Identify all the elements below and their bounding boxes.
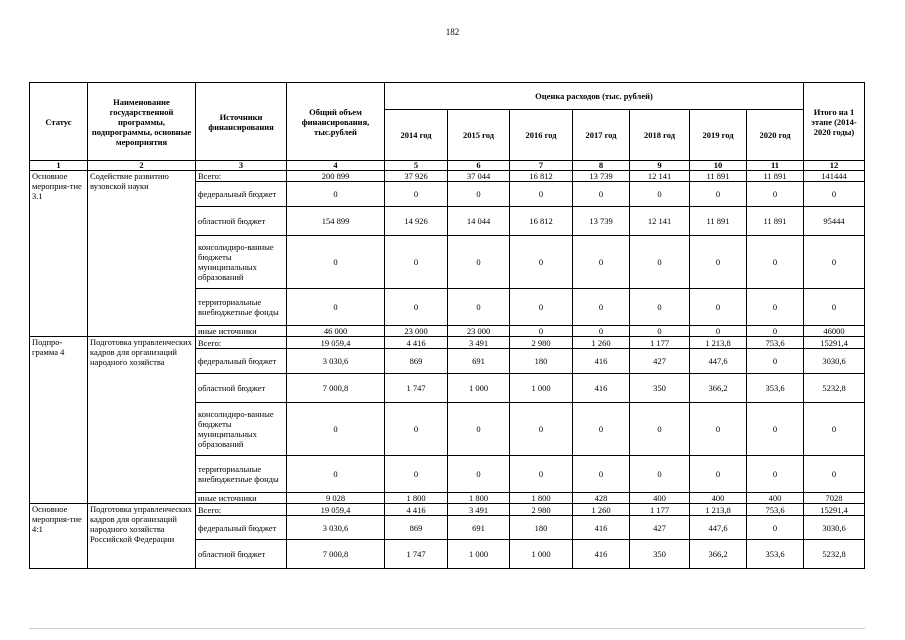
value-cell: 1 000 (448, 540, 510, 569)
value-cell: 9 028 (287, 493, 385, 504)
table-row (30, 337, 865, 349)
value-cell: 869 (385, 349, 448, 374)
value-cell: 180 (510, 516, 573, 540)
value-cell: 15291,4 (804, 337, 865, 349)
status-cell: Основное мероприя-тие 3.1 (30, 171, 88, 337)
value-cell: 0 (448, 456, 510, 493)
source-cell: областной бюджет (196, 374, 287, 403)
value-cell: 0 (385, 456, 448, 493)
value-cell: 0 (385, 182, 448, 207)
value-cell: 0 (690, 236, 747, 289)
header-year: 2018 год (630, 110, 690, 161)
column-number: 6 (448, 161, 510, 171)
financing-table (29, 82, 865, 569)
source-cell: Всего: (196, 504, 287, 516)
column-number: 4 (287, 161, 385, 171)
value-cell: 0 (573, 456, 630, 493)
value-cell: 2 980 (510, 337, 573, 349)
value-cell: 16 812 (510, 207, 573, 236)
value-cell: 0 (510, 326, 573, 337)
source-cell: федеральный бюджет (196, 349, 287, 374)
source-cell: консолидиро-ванные бюджеты муниципальных образований (196, 403, 287, 456)
table-row (30, 171, 865, 182)
value-cell: 37 926 (385, 171, 448, 182)
value-cell: 416 (573, 516, 630, 540)
value-cell: 1 000 (510, 540, 573, 569)
value-cell: 3030,6 (804, 516, 865, 540)
value-cell: 0 (630, 289, 690, 326)
value-cell: 180 (510, 349, 573, 374)
value-cell: 0 (510, 182, 573, 207)
value-cell: 11 891 (690, 171, 747, 182)
value-cell: 4 416 (385, 504, 448, 516)
value-cell: 14 044 (448, 207, 510, 236)
value-cell: 400 (747, 493, 804, 504)
value-cell: 0 (287, 182, 385, 207)
column-number: 12 (804, 161, 865, 171)
value-cell: 0 (690, 289, 747, 326)
value-cell: 14 926 (385, 207, 448, 236)
value-cell: 691 (448, 516, 510, 540)
value-cell: 0 (287, 289, 385, 326)
header-sources: Источники финансирования (196, 83, 287, 161)
value-cell: 0 (747, 516, 804, 540)
value-cell: 11 891 (747, 171, 804, 182)
value-cell: 23 000 (385, 326, 448, 337)
value-cell: 46 000 (287, 326, 385, 337)
program-name-cell: Подготовка управленческих кадров для организаций народного хозяйства Российской Федерации (88, 504, 196, 569)
value-cell: 0 (747, 326, 804, 337)
column-number: 9 (630, 161, 690, 171)
value-cell: 447,6 (690, 516, 747, 540)
value-cell: 0 (747, 456, 804, 493)
value-cell: 23 000 (448, 326, 510, 337)
program-name-cell: Содействие развитию вузовской науки (88, 171, 196, 337)
value-cell: 0 (690, 456, 747, 493)
value-cell: 0 (573, 236, 630, 289)
value-cell: 366,2 (690, 374, 747, 403)
column-number: 3 (196, 161, 287, 171)
value-cell: 0 (747, 403, 804, 456)
status-cell: Основное мероприя-тие 4:1 (30, 504, 88, 569)
value-cell: 416 (573, 540, 630, 569)
value-cell: 427 (630, 349, 690, 374)
value-cell: 7028 (804, 493, 865, 504)
value-cell: 46000 (804, 326, 865, 337)
header-itogo: Итого на 1 этапе (2014-2020 годы) (804, 83, 865, 161)
value-cell: 1 800 (448, 493, 510, 504)
value-cell: 1 177 (630, 504, 690, 516)
column-number: 7 (510, 161, 573, 171)
value-cell: 0 (630, 326, 690, 337)
value-cell: 19 059,4 (287, 337, 385, 349)
value-cell: 0 (287, 403, 385, 456)
value-cell: 5232,8 (804, 374, 865, 403)
value-cell: 1 747 (385, 374, 448, 403)
value-cell: 3030,6 (804, 349, 865, 374)
value-cell: 0 (630, 182, 690, 207)
value-cell: 366,2 (690, 540, 747, 569)
source-cell: федеральный бюджет (196, 182, 287, 207)
header-year: 2017 год (573, 110, 630, 161)
value-cell: 1 177 (630, 337, 690, 349)
value-cell: 1 747 (385, 540, 448, 569)
value-cell: 0 (747, 289, 804, 326)
value-cell: 427 (630, 516, 690, 540)
value-cell: 1 800 (385, 493, 448, 504)
value-cell: 4 416 (385, 337, 448, 349)
table-row (30, 504, 865, 516)
value-cell: 0 (448, 403, 510, 456)
header-total-volume: Общий объем финансирования, тыс.рублей (287, 83, 385, 161)
column-number: 10 (690, 161, 747, 171)
value-cell: 0 (573, 182, 630, 207)
source-cell: иные источники (196, 326, 287, 337)
value-cell: 753,6 (747, 504, 804, 516)
value-cell: 0 (804, 236, 865, 289)
value-cell: 0 (630, 403, 690, 456)
value-cell: 0 (747, 349, 804, 374)
value-cell: 1 260 (573, 337, 630, 349)
value-cell: 3 030,6 (287, 349, 385, 374)
value-cell: 1 213,8 (690, 504, 747, 516)
value-cell: 16 812 (510, 171, 573, 182)
column-number: 8 (573, 161, 630, 171)
header-year: 2019 год (690, 110, 747, 161)
value-cell: 5232,8 (804, 540, 865, 569)
column-number: 11 (747, 161, 804, 171)
value-cell: 0 (510, 403, 573, 456)
value-cell: 0 (385, 236, 448, 289)
value-cell: 0 (385, 403, 448, 456)
value-cell: 0 (448, 289, 510, 326)
column-number: 2 (88, 161, 196, 171)
value-cell: 7 000,8 (287, 374, 385, 403)
value-cell: 0 (510, 236, 573, 289)
value-cell: 0 (573, 403, 630, 456)
program-name-cell: Подготовка управленческих кадров для организаций народного хозяйства (88, 337, 196, 504)
value-cell: 0 (630, 456, 690, 493)
header-status: Статус (30, 83, 88, 161)
value-cell: 691 (448, 349, 510, 374)
value-cell: 0 (448, 182, 510, 207)
value-cell: 0 (804, 403, 865, 456)
header-year: 2020 год (747, 110, 804, 161)
source-cell: консолидиро-ванные бюджеты муниципальных образований (196, 236, 287, 289)
value-cell: 15291,4 (804, 504, 865, 516)
value-cell: 400 (690, 493, 747, 504)
value-cell: 0 (510, 289, 573, 326)
column-number: 5 (385, 161, 448, 171)
value-cell: 1 260 (573, 504, 630, 516)
value-cell: 200 899 (287, 171, 385, 182)
source-cell: областной бюджет (196, 207, 287, 236)
value-cell: 2 980 (510, 504, 573, 516)
source-cell: территориальные внебюджетные фонды (196, 456, 287, 493)
value-cell: 0 (287, 456, 385, 493)
value-cell: 0 (804, 289, 865, 326)
value-cell: 447,6 (690, 349, 747, 374)
value-cell: 869 (385, 516, 448, 540)
status-cell: Подпро-грамма 4 (30, 337, 88, 504)
value-cell: 3 491 (448, 504, 510, 516)
value-cell: 1 000 (448, 374, 510, 403)
value-cell: 0 (747, 236, 804, 289)
value-cell: 400 (630, 493, 690, 504)
value-cell: 350 (630, 540, 690, 569)
page-bottom-rule (29, 628, 865, 629)
value-cell: 0 (747, 182, 804, 207)
value-cell: 0 (448, 236, 510, 289)
source-cell: территориальные внебюджетные фонды (196, 289, 287, 326)
header-year: 2016 год (510, 110, 573, 161)
value-cell: 11 891 (690, 207, 747, 236)
value-cell: 0 (690, 326, 747, 337)
source-cell: Всего: (196, 171, 287, 182)
source-cell: иные источники (196, 493, 287, 504)
value-cell: 1 000 (510, 374, 573, 403)
value-cell: 0 (804, 182, 865, 207)
value-cell: 0 (690, 403, 747, 456)
header-name: Наименование государственной программы, подпрограммы, основные мероприятия (88, 83, 196, 161)
header-year: 2015 год (448, 110, 510, 161)
value-cell: 95444 (804, 207, 865, 236)
value-cell: 0 (690, 182, 747, 207)
value-cell: 11 891 (747, 207, 804, 236)
value-cell: 141444 (804, 171, 865, 182)
value-cell: 0 (630, 236, 690, 289)
source-cell: областной бюджет (196, 540, 287, 569)
value-cell: 13 739 (573, 171, 630, 182)
value-cell: 0 (385, 289, 448, 326)
value-cell: 12 141 (630, 207, 690, 236)
value-cell: 0 (573, 326, 630, 337)
page-number: 182 (445, 27, 460, 37)
value-cell: 350 (630, 374, 690, 403)
value-cell: 1 213,8 (690, 337, 747, 349)
value-cell: 428 (573, 493, 630, 504)
value-cell: 353,6 (747, 374, 804, 403)
value-cell: 12 141 (630, 171, 690, 182)
column-number: 1 (30, 161, 88, 171)
value-cell: 0 (287, 236, 385, 289)
value-cell: 0 (510, 456, 573, 493)
source-cell: Всего: (196, 337, 287, 349)
header-estimate: Оценка расходов (тыс. рублей) (385, 83, 804, 110)
value-cell: 3 491 (448, 337, 510, 349)
value-cell: 353,6 (747, 540, 804, 569)
value-cell: 753,6 (747, 337, 804, 349)
value-cell: 37 044 (448, 171, 510, 182)
value-cell: 416 (573, 349, 630, 374)
value-cell: 3 030,6 (287, 516, 385, 540)
value-cell: 19 059,4 (287, 504, 385, 516)
value-cell: 1 800 (510, 493, 573, 504)
value-cell: 0 (804, 456, 865, 493)
header-year: 2014 год (385, 110, 448, 161)
value-cell: 416 (573, 374, 630, 403)
value-cell: 13 739 (573, 207, 630, 236)
source-cell: федеральный бюджет (196, 516, 287, 540)
value-cell: 154 899 (287, 207, 385, 236)
value-cell: 0 (573, 289, 630, 326)
value-cell: 7 000,8 (287, 540, 385, 569)
